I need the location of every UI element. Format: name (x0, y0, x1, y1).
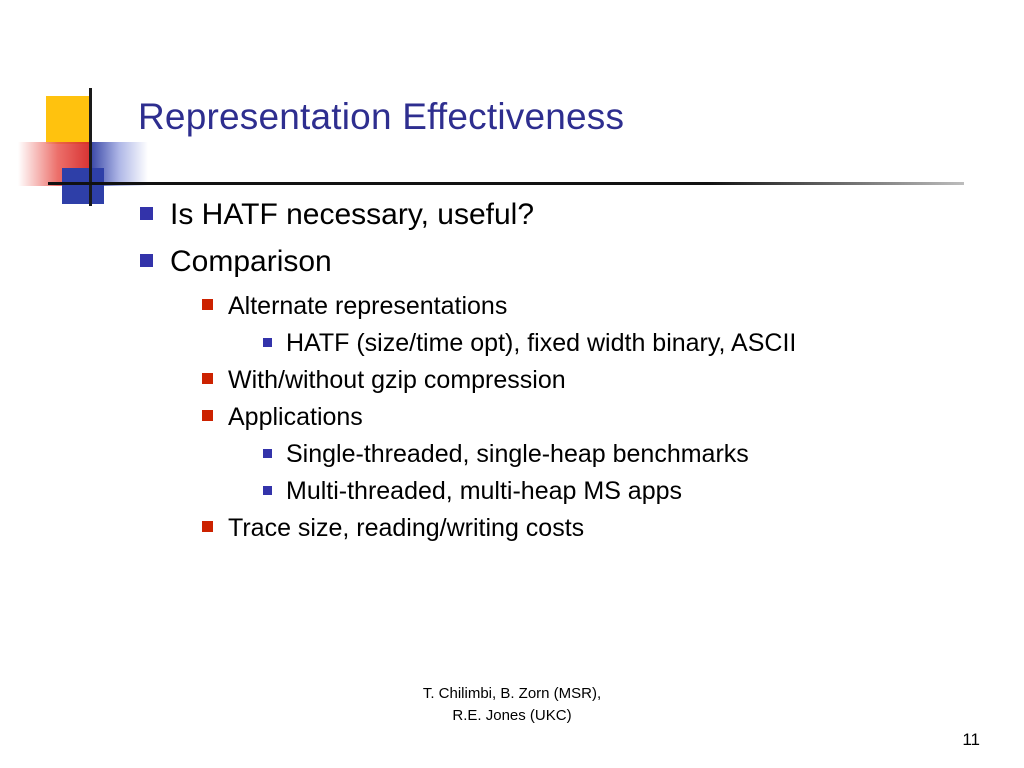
square-bullet-blue-icon (263, 486, 272, 495)
red-gradient-bar-icon (18, 142, 90, 186)
list-item-label: Is HATF necessary, useful? (170, 198, 535, 231)
title-divider (48, 182, 964, 185)
list-item (263, 329, 1000, 358)
list-item (140, 245, 1000, 279)
list-item-label: Applications (228, 403, 363, 431)
vertical-rule (89, 88, 92, 206)
square-bullet-blue-icon (140, 254, 153, 267)
list-item (202, 366, 1000, 395)
list-item-label: Comparison (170, 245, 332, 278)
list-item (202, 514, 1000, 543)
square-bullet-blue-icon (140, 207, 153, 220)
square-bullet-red-icon (202, 521, 213, 532)
footer-line-2: R.E. Jones (UKC) (452, 706, 572, 724)
list-item-label: HATF (size/time opt), fixed width binary, ASCII (286, 329, 797, 357)
square-bullet-red-icon (202, 410, 213, 421)
yellow-square-icon (46, 96, 90, 144)
blue-square-icon (62, 168, 104, 204)
list-item (202, 292, 1000, 321)
list-item-label: Trace size, reading/writing costs (228, 514, 585, 542)
list-item (263, 440, 1000, 469)
square-bullet-blue-icon (263, 338, 272, 347)
list-item-label: With/without gzip compression (228, 366, 566, 394)
square-bullet-red-icon (202, 373, 213, 384)
list-item-label: Multi-threaded, multi-heap MS apps (286, 477, 683, 505)
list-item (140, 198, 1000, 232)
square-bullet-blue-icon (263, 449, 272, 458)
blue-gradient-bar-icon (90, 142, 148, 186)
bullet-list (140, 198, 1000, 551)
square-bullet-red-icon (202, 299, 213, 310)
slide-footer (0, 683, 1024, 727)
list-item (263, 477, 1000, 506)
page-number: 11 (962, 730, 980, 749)
list-item-label: Single-threaded, single-heap benchmarks (286, 440, 749, 468)
page-title: Representation Effectiveness (138, 96, 625, 137)
footer-line-1: T. Chilimbi, B. Zorn (MSR), (422, 685, 602, 702)
list-item-label: Alternate representations (228, 292, 508, 320)
list-item (202, 403, 1000, 432)
